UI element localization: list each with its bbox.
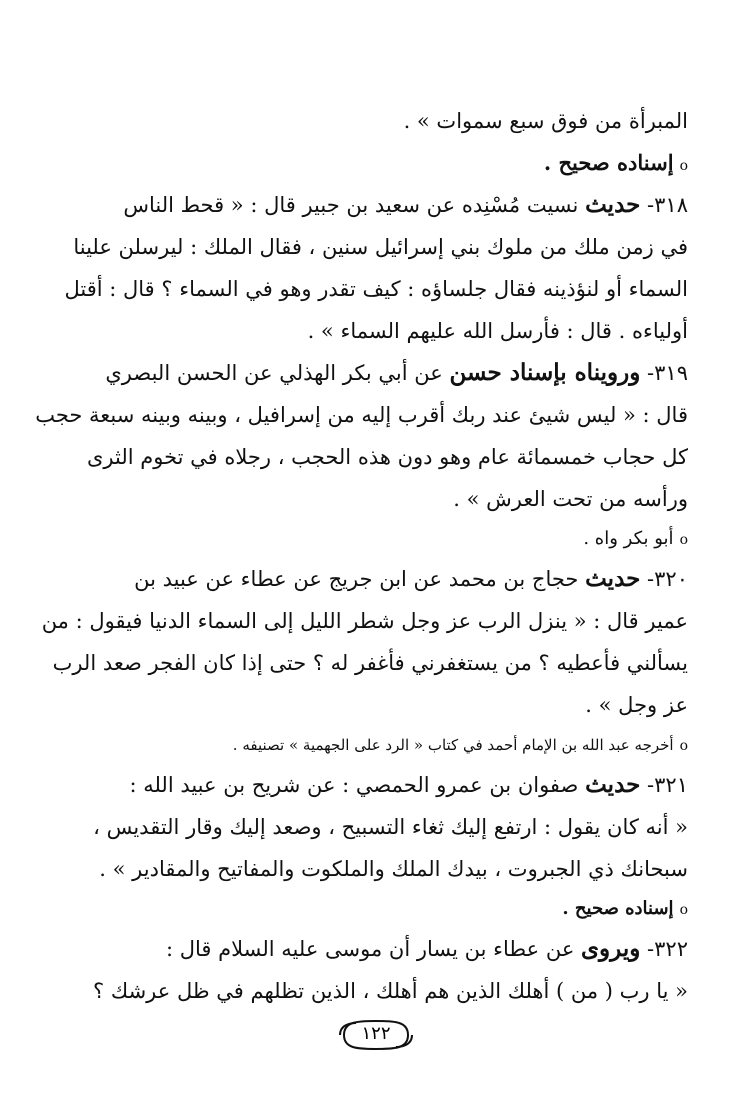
bullet-circle: o	[679, 738, 688, 754]
note-text: أخرجه عبد الله بن الإمام أحمد في كتاب « الرد على الجهمية » تصنيفه .	[232, 736, 674, 754]
entry-322	[70, 928, 688, 970]
page-number-ornament	[336, 1018, 416, 1052]
entry-320	[70, 558, 688, 600]
note-text: أبو بكر واه .	[583, 528, 674, 549]
entry-number: ٣١٨-	[647, 193, 688, 217]
entry-text: صفوان بن عمرو الحمصي : عن شريح بن عبيد الله :	[129, 773, 579, 797]
entry-number: ٣٢٢-	[647, 937, 688, 961]
entry-number: ٣٢٠-	[647, 567, 688, 591]
text-line: عز وجل » .	[585, 693, 688, 717]
entry-keyword: حديث	[585, 565, 641, 592]
text-line: ورأسه من تحت العرش » .	[453, 487, 688, 511]
text-line: عمير قال : « ينزل الرب عز وجل شطر الليل إلى السماء الدنيا فيقول : من	[41, 609, 688, 633]
text-line: السماء أو لنؤذينه فقال جلساؤه : كيف تقدر وهو في السماء ؟ قال : أقتل	[64, 277, 688, 301]
entry-text: نسيت مُسْنِده عن سعيد بن جبير قال : « قحط الناس	[123, 193, 579, 217]
entry-keyword: حديث	[585, 191, 641, 218]
text-line: قال : « ليس شيئ عند ربك أقرب إليه من إسرافيل ، وبينه وبينه سبعة حجب	[35, 403, 688, 427]
page-body	[35, 100, 688, 1012]
note-line	[70, 726, 688, 764]
note-line	[70, 142, 688, 184]
text-line: كل حجاب خمسمائة عام وهو دون هذه الحجب ، رجلاه في تخوم الثرى	[86, 445, 688, 469]
bullet-circle: o	[679, 902, 688, 918]
note-line	[70, 520, 688, 558]
entry-number: ٣١٩-	[647, 361, 688, 385]
entry-text: حجاج بن محمد عن ابن جريج عن عطاء عن عبيد بن	[134, 567, 579, 591]
note-text: إسناده صحيح .	[562, 898, 674, 919]
entry-321	[70, 764, 688, 806]
text-line: المبرأة من فوق سبع سموات » .	[403, 109, 688, 133]
text-line: يسألني فأعطيه ؟ من يستغفرني فأغفر له ؟ حتى إذا كان الفجر صعد الرب	[52, 651, 688, 675]
text-line: سبحانك ذي الجبروت ، بيدك الملك والملكوت والمفاتيح والمقادير » .	[99, 857, 688, 881]
text-line: « أنه كان يقول : ارتفع إليك ثغاء التسبيح ، وصعد إليك وقار التقديس ،	[93, 815, 688, 839]
entry-319	[70, 352, 688, 394]
note-text: إسناده صحيح .	[543, 150, 674, 175]
text-line: في زمن ملك من ملوك بني إسرائيل سنين ، فقال الملك : ليرسلن علينا	[73, 235, 688, 259]
entry-318	[70, 184, 688, 226]
entry-number: ٣٢١-	[647, 773, 688, 797]
bullet-circle: o	[679, 532, 688, 548]
text-line: أولياءه . قال : فأرسل الله عليهم السماء » .	[307, 319, 688, 343]
entry-keyword: ورويناه بإسناد حسن	[449, 359, 641, 386]
entry-text: عن أبي بكر الهذلي عن الحسن البصري	[105, 361, 443, 385]
bullet-circle: o	[679, 158, 688, 174]
entry-keyword: ويروى	[581, 935, 641, 962]
entry-keyword: حديث	[585, 771, 641, 798]
entry-text: عن عطاء بن يسار أن موسى عليه السلام قال :	[165, 937, 575, 961]
text-line: « يا رب ( من ) أهلك الذين هم أهلك ، الذين تظلهم في ظل عرشك ؟	[93, 979, 688, 1003]
page-number: ١٢٢	[361, 1023, 391, 1044]
note-line	[70, 890, 688, 928]
